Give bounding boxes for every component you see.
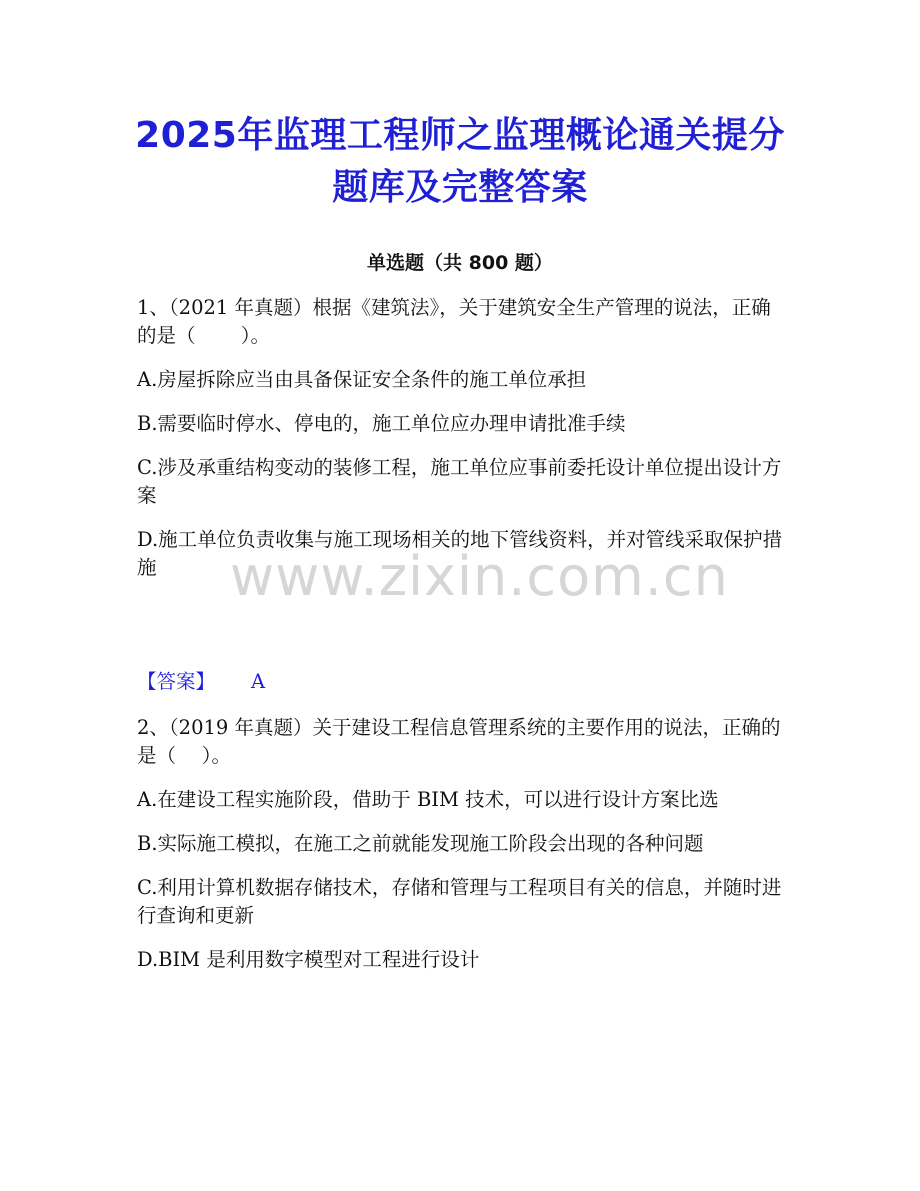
document-title: 2025年监理工程师之监理概论通关提分题库及完整答案 <box>135 115 785 208</box>
watermark: www.zixin.com.cn <box>230 545 729 608</box>
question-2-stem: 2、（2019 年真题）关于建设工程信息管理系统的主要作用的说法，正确的是（ ）。 <box>137 716 781 767</box>
answer-value: A <box>251 670 266 693</box>
section-heading: 单选题（共 800 题） <box>367 252 553 274</box>
question-2-option-c: C.利用计算机数据存储技术，存储和管理与工程项目有关的信息，并随时进行查询和更新 <box>137 876 782 927</box>
question-1-option-c: C.涉及承重结构变动的装修工程，施工单位应事前委托设计单位提出设计方案 <box>137 456 782 507</box>
question-1-answer <box>137 668 787 696</box>
question-2-option-a: A.在建设工程实施阶段，借助于 BIM 技术，可以进行设计方案比选 <box>137 788 719 811</box>
question-1-stem: 1、（2021 年真题）根据《建筑法》，关于建筑安全生产管理的说法，正确的是（ ）。 <box>137 296 771 347</box>
question-1-option-b: B.需要临时停水、停电的，施工单位应办理申请批准手续 <box>137 412 626 435</box>
question-2-option-d: D.BIM 是利用数字模型对工程进行设计 <box>137 948 480 971</box>
answer-label: 【答案】 <box>137 670 216 693</box>
question-2-option-b: B.实际施工模拟，在施工之前就能发现施工阶段会出现的各种问题 <box>137 832 704 855</box>
question-1-option-d: D.施工单位负责收集与施工现场相关的地下管线资料，并对管线采取保护措施 <box>137 528 783 579</box>
question-1-option-a: A.房屋拆除应当由具备保证安全条件的施工单位承担 <box>137 368 587 391</box>
